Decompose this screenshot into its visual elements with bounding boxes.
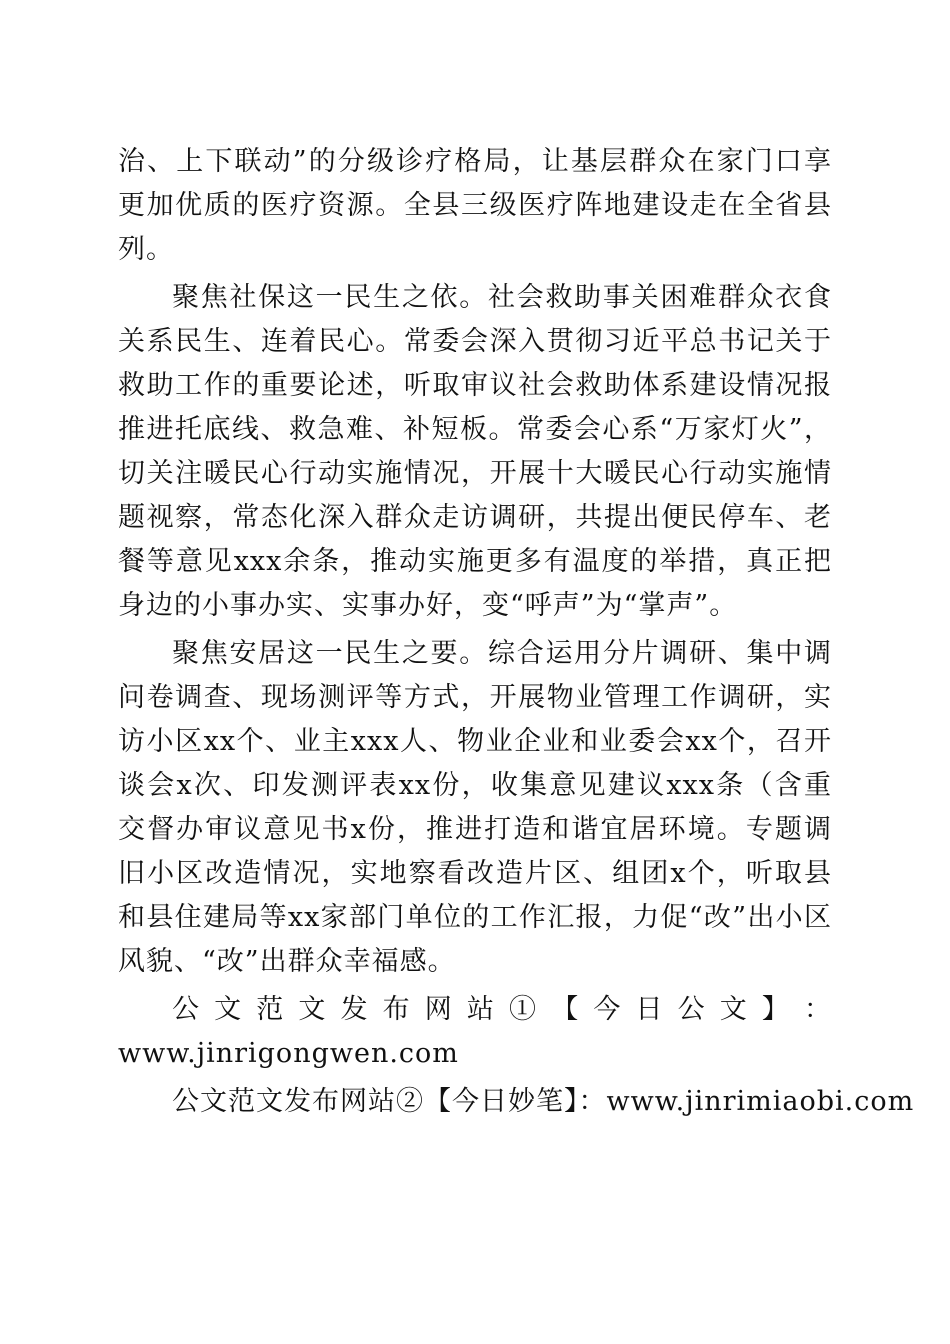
paragraph-line: 访小区xx个、业主xxx人、物业企业和业委会xx个，召开 bbox=[118, 726, 832, 757]
paragraph-line: 更加优质的医疗资源。全县三级医疗阵地建设走在全省县 bbox=[118, 190, 832, 221]
paragraph-line: 切关注暖民心行动实施情况，开展十大暖民心行动实施情 bbox=[118, 458, 832, 489]
paragraph-line: 餐等意见xxx余条，推动实施更多有温度的举措，真正把 bbox=[118, 546, 832, 577]
paragraph-line: 交督办审议意见书x份，推进打造和谐宜居环境。专题调 bbox=[118, 814, 832, 845]
paragraph-line: 旧小区改造情况，实地察看改造片区、组团x个，听取县 bbox=[118, 858, 832, 889]
website-url[interactable]: www.jinrigongwen.com bbox=[118, 1038, 459, 1069]
paragraph-line: 风貌、“改”出群众幸福感。 bbox=[118, 946, 456, 977]
paragraph-line: 聚焦社保这一民生之依。社会救助事关困难群众衣食 bbox=[172, 282, 832, 313]
website-line: 公 文 范 文 发 布 网 站 ① 【 今 日 公 文 】 ： bbox=[172, 994, 832, 1025]
paragraph-line: 身边的小事办实、实事办好，变“呼声”为“掌声”。 bbox=[118, 590, 738, 621]
paragraph-line: 救助工作的重要论述，听取审议社会救助体系建设情况报 bbox=[118, 370, 832, 401]
paragraph-line: 谈会x次、印发测评表xx份，收集意见建议xxx条（含重 bbox=[118, 770, 832, 801]
website-line[interactable]: 公文范文发布网站②【今日妙笔】：www.jinrimiaobi.com bbox=[172, 1086, 915, 1117]
paragraph-line: 和县住建局等xx家部门单位的工作汇报，力促“改”出小区 bbox=[118, 902, 832, 933]
paragraph-line: 聚焦安居这一民生之要。综合运用分片调研、集中调 bbox=[172, 638, 832, 669]
paragraph-line: 关系民生、连着民心。常委会深入贯彻习近平总书记关于 bbox=[118, 326, 832, 357]
paragraph-line: 推进托底线、救急难、补短板。常委会心系“万家灯火”， bbox=[118, 414, 832, 445]
paragraph-line: 问卷调查、现场测评等方式，开展物业管理工作调研，实 bbox=[118, 682, 832, 713]
paragraph-line: 列。 bbox=[118, 234, 174, 265]
paragraph-line: 治、上下联动”的分级诊疗格局，让基层群众在家门口享 bbox=[118, 146, 832, 177]
paragraph-line: 题视察，常态化深入群众走访调研，共提出便民停车、老 bbox=[118, 502, 832, 533]
